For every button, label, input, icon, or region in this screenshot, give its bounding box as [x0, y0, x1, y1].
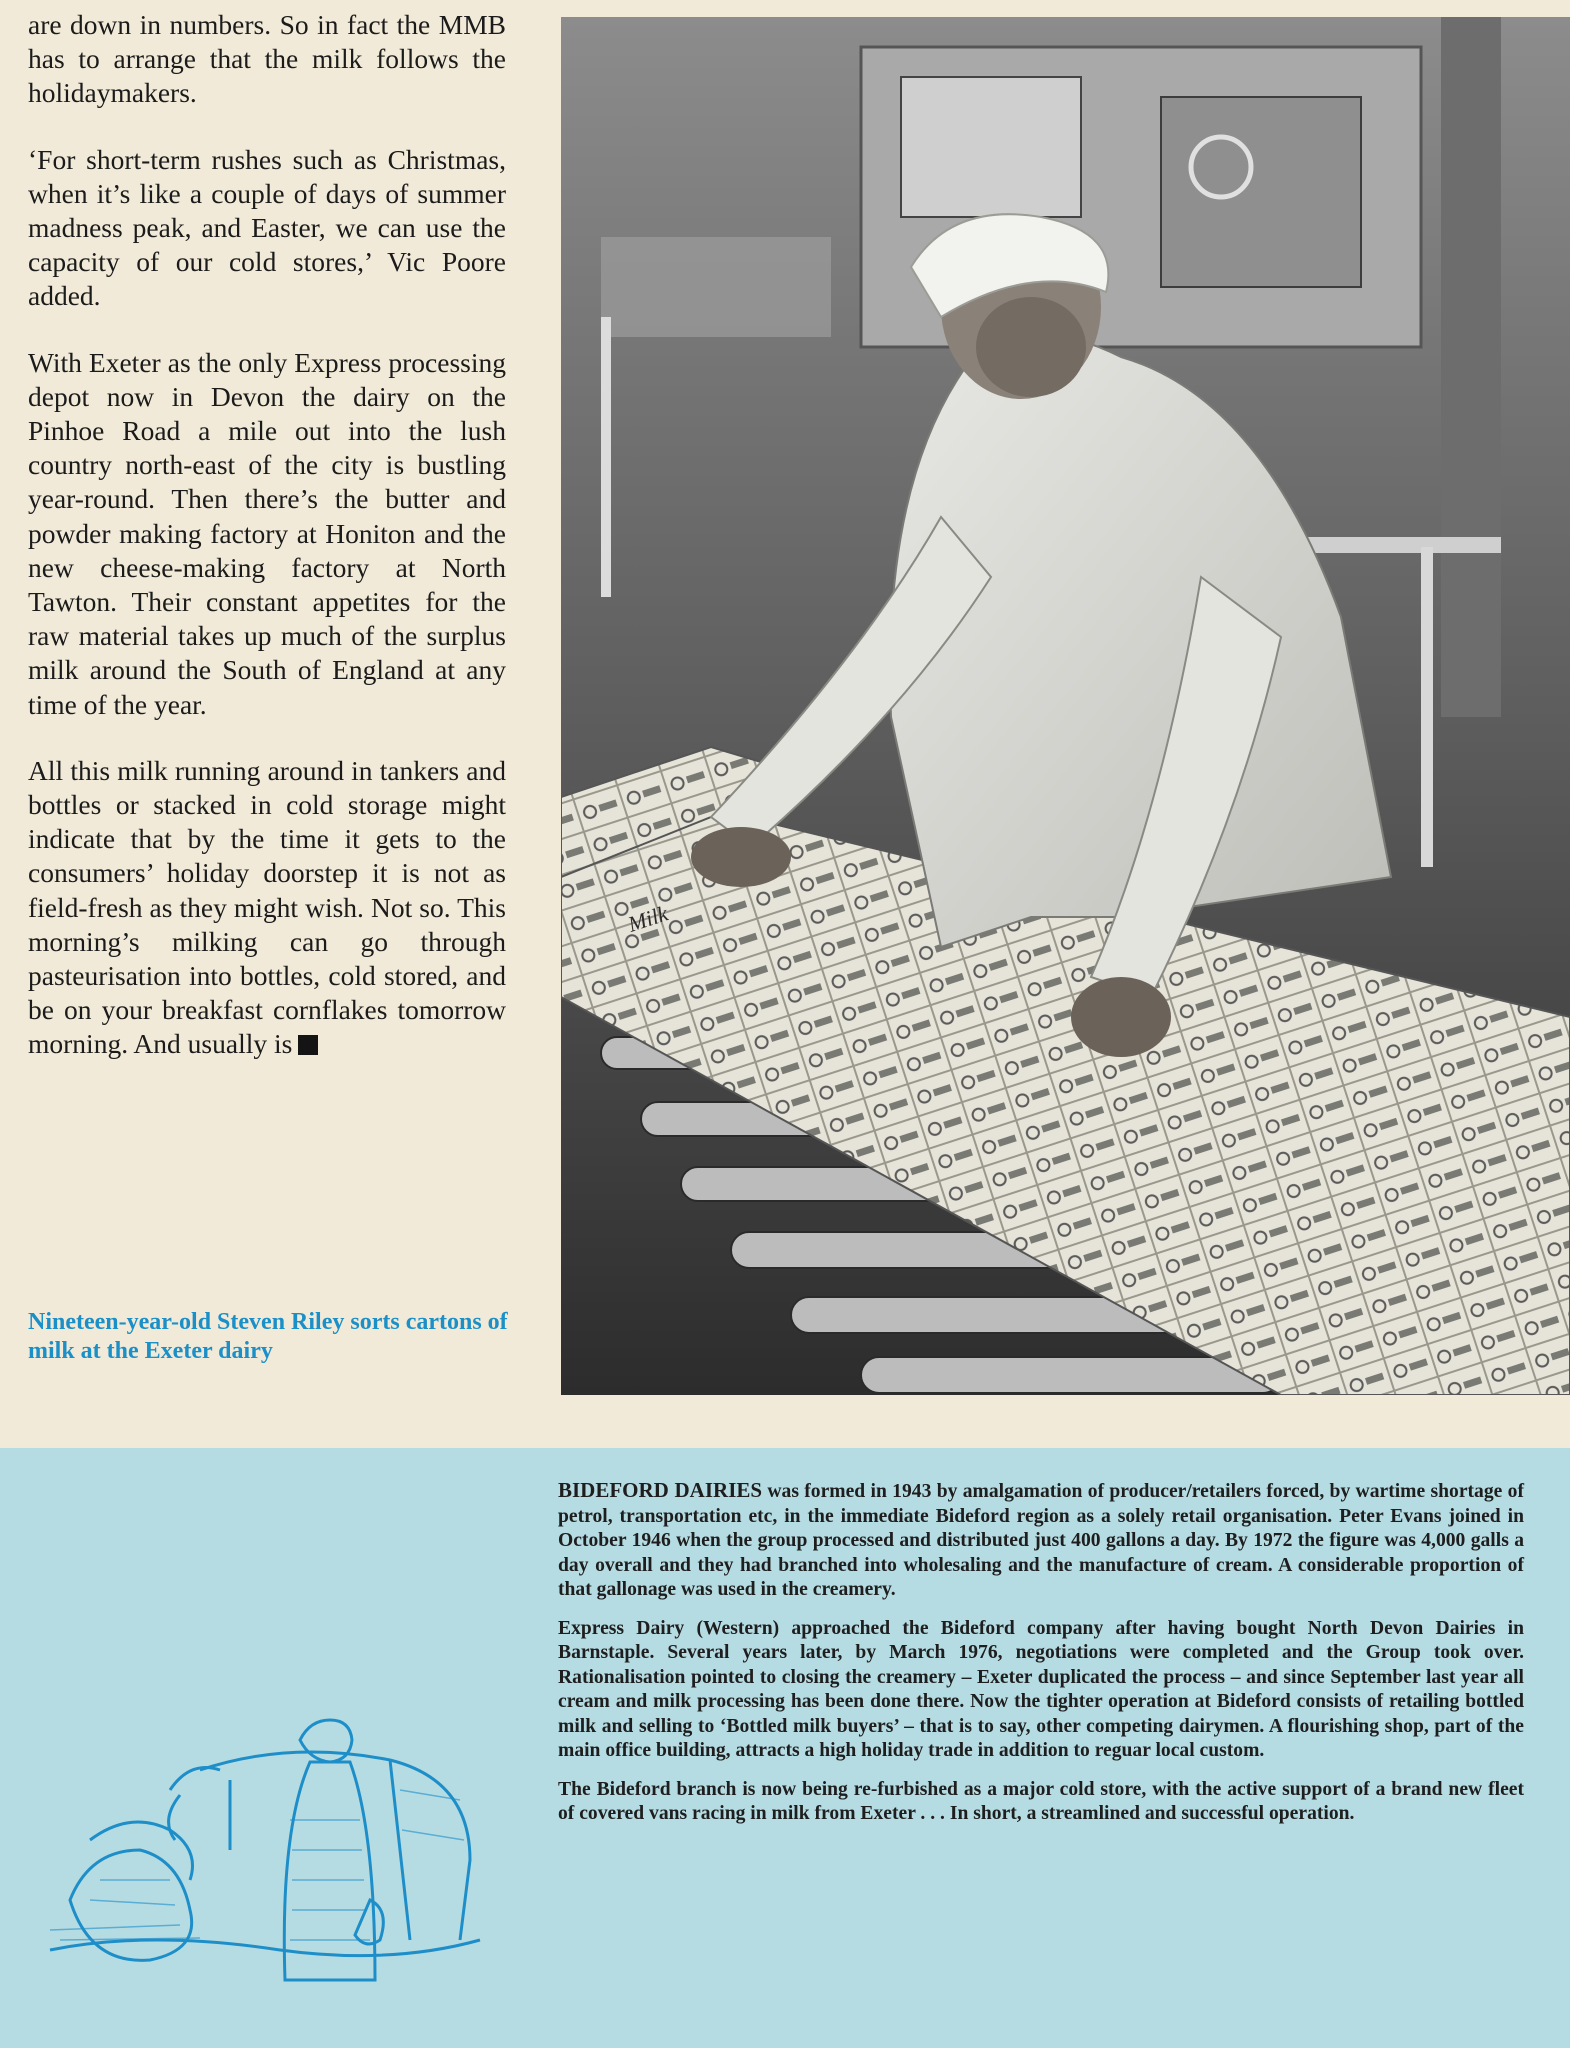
sidebar-paragraph-1-text: was formed in 1943 by amalgamation of producer/retailers forced, by wartime shortage of petrol, transportation etc, in the immediate Bideford region as a solely retail organisation. Peter Evans joined in October 1946 when the group processed and distributed just 400 gallons a day. By 1972 the figure was 4,000 galls a day overall and they had branched into wholesaling and the manufacture of cream. A considerable proportion of that gallonage was used in the creamery.: [558, 1481, 1524, 1600]
carton-label: Milk: [624, 900, 671, 937]
article-paragraph-3: With Exeter as the only Express processing depot now in Devon the dairy on the Pinhoe Road a mile out into the lush country north-east of the city is bustling year-round. Then there’s the butter and powder making factory at Honiton and the new cheese-making factory at North Tawton. Their constant appetites for the raw material takes up much of the surplus milk around the South of England at any time of the year.: [28, 346, 506, 720]
article-paragraph-2: ‘For short-term rushes such as Christmas, when it’s like a couple of days of summer madness peak, and Easter, we can use the capacity of our cold stores,’ Vic Poore added.: [28, 143, 506, 312]
article-paragraph-4: [28, 754, 506, 1062]
dairy-worker-photo: [561, 17, 1570, 1395]
photo-caption: Nineteen-year-old Steven Riley sorts cartons of milk at the Exeter dairy: [28, 1309, 508, 1364]
article-paragraph-4-text: All this milk running around in tankers and bottles or stacked in cold storage might indicate that by the time it gets to the consumers’ holiday doorstep it is not as field-fresh as they might wish. Not so. This morning’s milking can go through pasteurisation into bottles, cold stored, and be on your breakfast cornflakes tomorrow morning. And usually is: [28, 754, 506, 1060]
sidebar-lead-heading: BIDEFORD DAIRIES: [558, 1478, 763, 1502]
bideford-dairies-sidebar: [558, 1478, 1524, 1841]
article-paragraph-1: are down in numbers. So in fact the MMB has to arrange that the milk follows the holidaymakers.: [28, 9, 506, 109]
milkmaid-cow-engraving: [30, 1700, 500, 1992]
sidebar-paragraph-1: [558, 1478, 1524, 1603]
sidebar-paragraph-2: Express Dairy (Western) approached the Bideford company after having bought North Devon Dairies in Barnstaple. Several years later, by March 1976, negotiations were completed and the Group took over. Rationalisation pointed to closing the creamery – Exeter duplicated the process – and since September last year all cream and milk processing has been done there. Now the tighter operation at Bideford consists of retailing bottled milk and selling to ‘Bottled milk buyers’ – that is to say, other competing dairymen. A flourishing shop, part of the main office building, attracts a high holiday trade in addition to reguar local custom.: [558, 1617, 1524, 1761]
sidebar-paragraph-3: The Bideford branch is now being re-furbished as a major cold store, with the active support of a brand new fleet of covered vans racing in milk from Exeter . . . In short, a streamlined and successful operation.: [558, 1778, 1524, 1824]
article-body: [28, 8, 506, 1094]
end-of-article-mark: [298, 1035, 318, 1055]
